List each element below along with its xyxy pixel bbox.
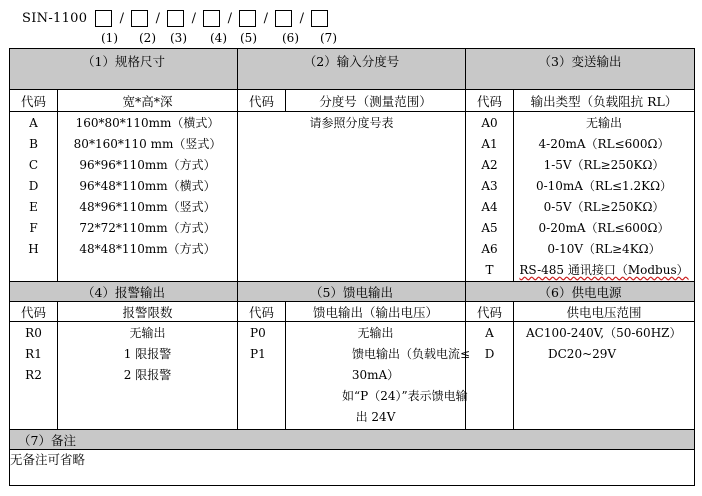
section3-codes xyxy=(466,112,514,282)
model-code-row xyxy=(22,7,328,29)
list-item: A6 xyxy=(481,242,498,256)
slot-number-2: (2) xyxy=(139,31,156,45)
section3-title: （3）变送输出 xyxy=(466,49,695,90)
slot-number-5: (5) xyxy=(240,31,257,45)
list-item: H xyxy=(28,242,39,256)
list-item: A3 xyxy=(481,179,498,193)
list-item: 96*48*110mm（横式） xyxy=(79,179,216,193)
list-item: 160*80*110mm（横式） xyxy=(75,116,220,130)
list-item: 96*96*110mm（方式） xyxy=(79,158,216,172)
section5-code-header: 代码 xyxy=(238,302,286,322)
slot-number-4: (4) xyxy=(210,31,227,45)
section5-values xyxy=(286,322,471,430)
section3-values xyxy=(514,112,695,282)
list-item: 48*48*110mm（方式） xyxy=(79,242,216,256)
section1-title: （1）规格尺寸 xyxy=(10,49,238,90)
section3-code-header: 代码 xyxy=(466,90,514,112)
list-item: P0 xyxy=(250,326,266,340)
section2-value-header: 分度号（测量范围） xyxy=(286,90,466,112)
section6-codes xyxy=(466,322,514,430)
list-item: P1 xyxy=(250,347,266,361)
list-item: F xyxy=(29,221,38,235)
slot-box-4 xyxy=(203,10,220,27)
list-item: 如“P（24）”表示馈电输 xyxy=(342,389,468,403)
list-item: A xyxy=(485,326,494,340)
section1-codes xyxy=(10,112,58,282)
list-item: 4-20mA（RL≤600Ω） xyxy=(538,137,670,151)
list-item: A1 xyxy=(481,137,498,151)
section2-note: 请参照分度号表 xyxy=(309,116,394,130)
section5-title: （5）馈电输出 xyxy=(238,282,466,302)
list-item: T xyxy=(485,263,494,277)
section3-value-header: 输出类型（负载阻抗 RL） xyxy=(514,90,695,112)
list-item: R2 xyxy=(25,368,42,382)
list-item: 0-10mA（RL≤1.2KΩ） xyxy=(535,179,673,193)
list-item: 0-10V（RL≥4KΩ） xyxy=(547,242,661,256)
slot-separator: / xyxy=(227,10,232,26)
section6-code-header: 代码 xyxy=(466,302,514,322)
section4-codes xyxy=(10,322,58,430)
section2-body xyxy=(238,112,466,282)
list-item: 1-5V（RL≥250KΩ） xyxy=(543,158,665,172)
list-item: AC100-240V,（50-60HZ） xyxy=(526,326,682,340)
slot-number-1: (1) xyxy=(101,31,118,45)
section1-values xyxy=(58,112,238,282)
list-item: A2 xyxy=(481,158,498,172)
section6-value-header: 供电电压范围 xyxy=(514,302,695,322)
list-item: E xyxy=(29,200,38,214)
list-item: 80*160*110 mm（竖式） xyxy=(73,137,222,151)
slot-number-3: (3) xyxy=(170,31,187,45)
list-item: 无输出 xyxy=(357,326,394,340)
list-item: D xyxy=(28,179,39,193)
slot-number-6: (6) xyxy=(282,31,299,45)
list-item: 2 限报警 xyxy=(123,368,172,382)
section1-code-header: 代码 xyxy=(10,90,58,112)
list-item: 无输出 xyxy=(129,326,166,340)
slot-box-3 xyxy=(167,10,184,27)
list-item: A4 xyxy=(481,200,498,214)
slot-box-5 xyxy=(239,10,256,27)
slot-box-7 xyxy=(311,10,328,27)
list-item: A5 xyxy=(481,221,498,235)
section7-body: 无备注可省略 xyxy=(10,450,695,486)
list-item: 0-5V（RL≥250KΩ） xyxy=(543,200,665,214)
list-item: 72*72*110mm（方式） xyxy=(79,221,216,235)
slot-separator: / xyxy=(263,10,268,26)
spec-table xyxy=(9,48,695,486)
slot-number-7: (7) xyxy=(320,31,337,45)
section6-title: （6）供电电源 xyxy=(466,282,695,302)
section5-codes xyxy=(238,322,286,430)
slot-separator: / xyxy=(299,10,304,26)
section4-value-header: 报警限数 xyxy=(58,302,238,322)
list-item: 馈电输出（负载电流≤ xyxy=(352,347,471,361)
list-item: A xyxy=(29,116,38,130)
list-item: DC20~29V xyxy=(548,347,617,361)
list-item: 48*96*110mm（竖式） xyxy=(79,200,216,214)
slot-separator: / xyxy=(119,10,124,26)
section1-value-header: 宽*高*深 xyxy=(58,90,238,112)
slot-separator: / xyxy=(191,10,196,26)
section7-title: （7）备注 xyxy=(10,430,695,450)
list-item: R0 xyxy=(25,326,42,340)
section6-values xyxy=(514,322,695,430)
model-name: SIN-1100 xyxy=(22,10,88,26)
list-item: 0-20mA（RL≤600Ω） xyxy=(538,221,670,235)
list-item: A0 xyxy=(481,116,498,130)
list-item: RS-485 通讯接口（Modbus） xyxy=(519,263,689,277)
list-item: R1 xyxy=(25,347,42,361)
list-item: C xyxy=(28,158,39,172)
slot-box-1 xyxy=(95,10,112,27)
list-item: 30mA） xyxy=(351,368,400,382)
section4-values xyxy=(58,322,238,430)
list-item: 无输出 xyxy=(585,116,622,130)
section4-code-header: 代码 xyxy=(10,302,58,322)
slot-box-2 xyxy=(131,10,148,27)
section2-code-header: 代码 xyxy=(238,90,286,112)
section2-title: （2）输入分度号 xyxy=(238,49,466,90)
list-item: 出 24V xyxy=(355,410,396,424)
list-item: B xyxy=(29,137,38,151)
slot-box-6 xyxy=(275,10,292,27)
list-item: D xyxy=(484,347,495,361)
section5-value-header: 馈电输出（输出电压） xyxy=(286,302,466,322)
list-item: 1 限报警 xyxy=(123,347,172,361)
section4-title: （4）报警输出 xyxy=(10,282,238,302)
slot-separator: / xyxy=(155,10,160,26)
